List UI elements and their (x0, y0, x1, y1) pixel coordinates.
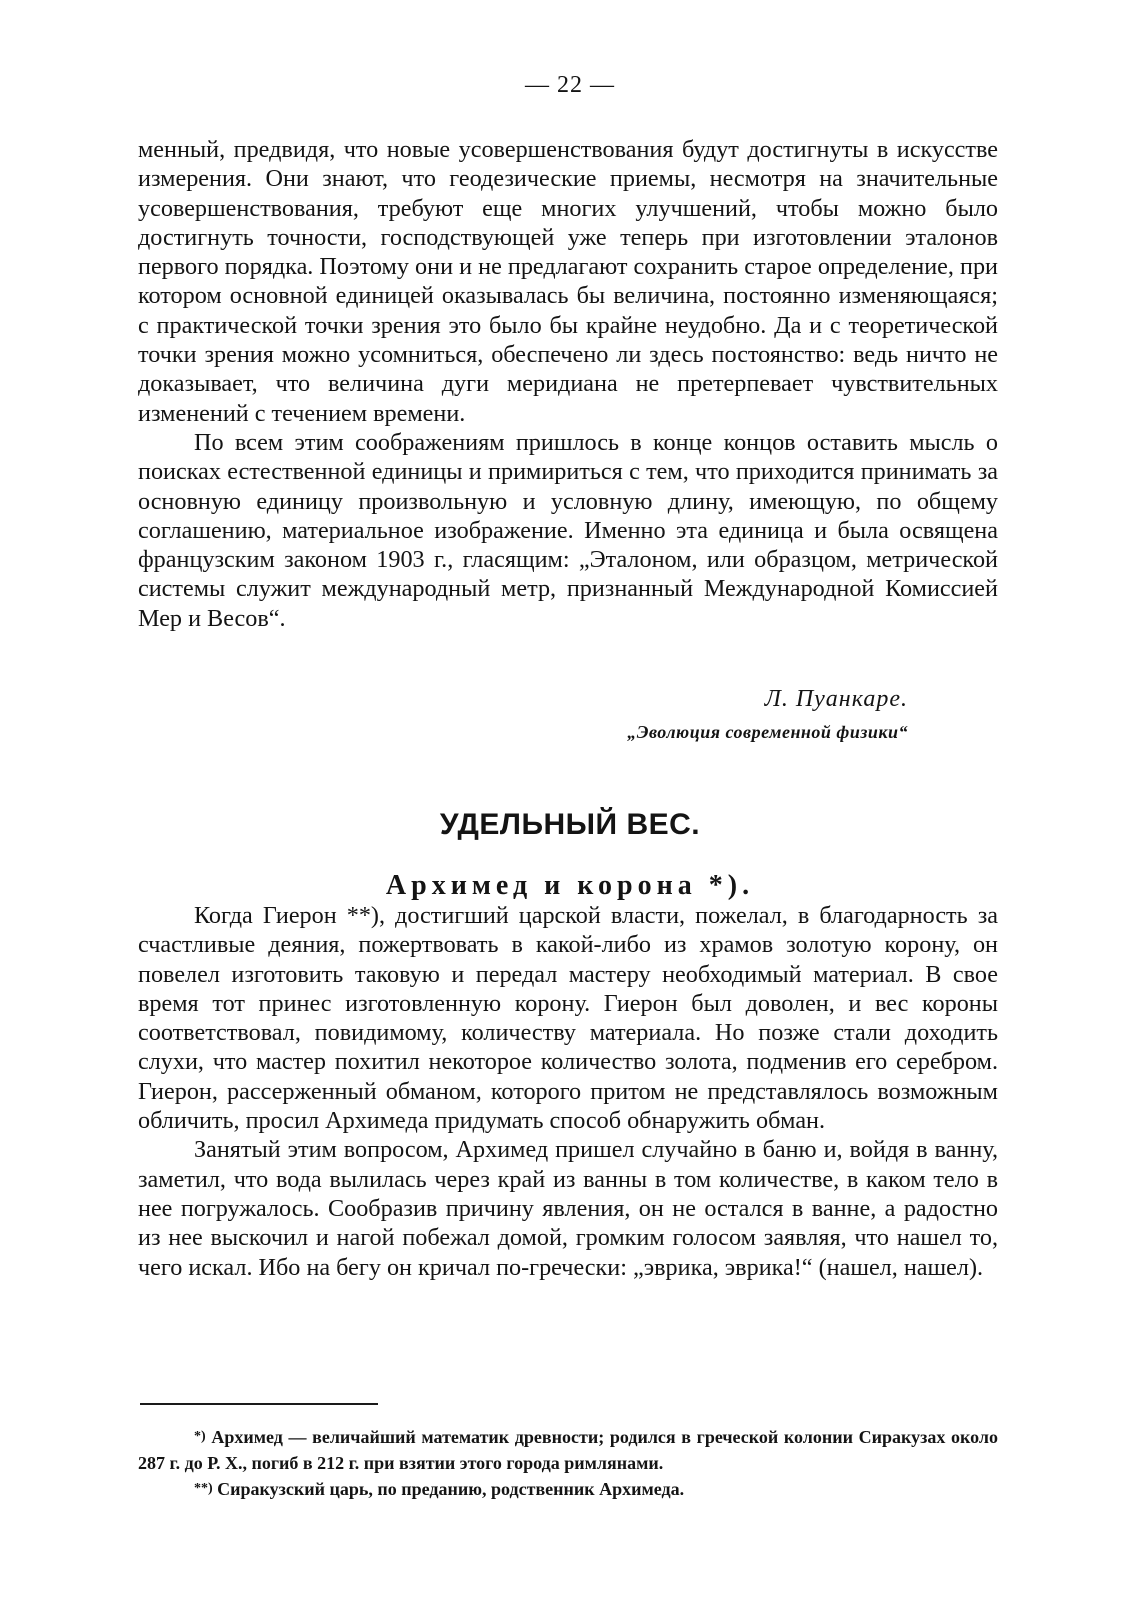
page-number: — 22 — (525, 72, 615, 98)
signature-author: Л. Пуанкаре. (764, 686, 908, 712)
intro-paragraph: менный, предвидя, что новые усовершенствования будут достигнуты в искусстве измерения. Они знают, что геодезические приемы, несмотря на значительные усовершенствования, требуют еще многих улучшений, чтобы можно было достигнуть точности, господствующей уже теперь при изготовлении эталонов первого порядка. Поэтому они и не предлагают сохранить старое определение, при котором основной единицей оказывалась бы величина, постоянно изменяющаяся; с практической точки зрения это было бы крайне неудобно. Да и с теоретической точки зрения можно усомниться, обеспечено ли здесь постоянство: ведь ничто не доказывает, что величина дуги меридиана не претерпевает чувствительных изменений с течением времени. (138, 136, 998, 427)
intro-paragraph: По всем этим соображениям пришлось в конце концов оставить мысль о поисках естественной единицы и примириться с тем, что приходится принимать за основную единицу произвольную и условную длину, имеющую, по общему соглашению, материальное изображение. Именно эта единица и была освящена французским законом 1903 г., гласящим: „Эталоном, или образцом, метрической системы служит международный метр, признанный Международной Комиссией Мер и Весов“. (138, 428, 998, 632)
footnote-mark: **) (194, 1481, 213, 1496)
story-paragraph: Занятый этим вопросом, Архимед пришел случайно в баню и, войдя в ванну, заметил, что вода вылилась через край из ванны в том количестве, в каком тело в нее погружалось. Сообразив причину явления, он не остался в ванне, а радостно из нее выскочил и нагой побежал домой, громким голосом заявляя, что нашел то, чего искал. Ибо на бегу он кричал по-гречески: „эврика, эврика!“ (нашел, нашел). (138, 1136, 998, 1281)
signature-source: „Эволюция современной физики“ (627, 722, 908, 742)
footnote (138, 1476, 998, 1502)
intro-text (138, 135, 998, 633)
footnote-mark: *) (194, 1429, 206, 1444)
footnotes (138, 1424, 998, 1502)
footnote (138, 1424, 998, 1476)
story-paragraph: Когда Гиерон **), достигший царской власти, пожелал, в благодарность за счастливые деяния, пожертвовать в какой-либо из храмов золотую корону, он повелел изготовить таковую и передал мастеру необходимый материал. В свое время тот принес изготовленную корону. Гиерон был доволен, и вес короны соответствовал, повидимому, количеству материала. Но позже стали доходить слухи, что мастер похитил некоторое количество золота, подменив его серебром. Гиерон, рассерженный обманом, которого притом не представлялось возможным обличить, просил Архимеда придумать способ обнаружить обман. (138, 902, 998, 1135)
story-text (138, 901, 998, 1282)
subsection-title: Архимед и корона *). (385, 870, 755, 901)
footnote-text: Сиракузский царь, по преданию, родственник Архимеда. (217, 1479, 685, 1499)
footnote-text: Архимед — величайший математик древности; родился в греческой колонии Сиракузах около 287 г. до Р. Х., погиб в 212 г. при взятии этого города римлянами. (138, 1427, 998, 1473)
footnote-divider (140, 1403, 378, 1405)
section-title: УДЕЛЬНЫЙ ВЕС. (439, 808, 701, 841)
